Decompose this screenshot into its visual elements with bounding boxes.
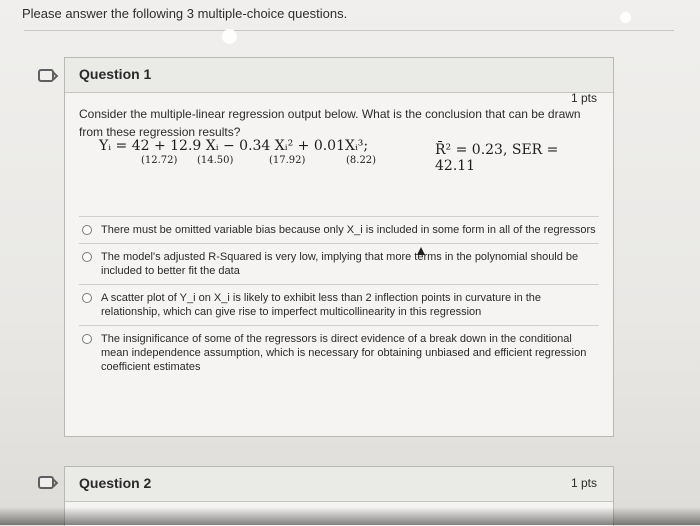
quiz-instructions: Please answer the following 3 multiple-choice questions. [22, 6, 348, 21]
flag-icon[interactable] [38, 69, 54, 82]
answer-options [79, 216, 599, 380]
answer-option-1[interactable] [79, 216, 599, 243]
question-1-prompt: Consider the multiple-linear regression output below. What is the conclusion that can be drawn from these regression results? [79, 107, 581, 139]
regression-equation [99, 138, 599, 178]
screen-edge-shadow [0, 507, 700, 525]
answer-option-4[interactable] [79, 325, 599, 380]
regression-statistics: R̄² = 0.23, SER = 42.11 [435, 142, 559, 174]
answer-option-2-label: The model's adjusted R-Squared is very low, implying that more terms in the polynomial should be included to better fit the data [101, 251, 579, 277]
flag-icon[interactable] [38, 476, 54, 489]
answer-option-4-label: The insignificance of some of the regressors is direct evidence of a break down in the conditional mean independence assumption, which is necessary for obtaining unbiased and efficient regression coefficient estimates [101, 333, 587, 373]
standard-error-4: (8.22) [346, 155, 377, 166]
question-1-card [64, 57, 614, 437]
question-1-title: Question 1 [79, 66, 152, 82]
radio-button[interactable] [82, 334, 92, 344]
standard-error-3: (17.92) [269, 155, 306, 166]
question-1-header [65, 58, 613, 93]
answer-option-2[interactable] [79, 243, 599, 284]
answer-option-3-label: A scatter plot of Y_i on X_i is likely to exhibit less than 2 inflection points in curvature in the relationship, which can give rise to imperfect multicollinearity in this regression [101, 292, 542, 318]
answer-option-3[interactable] [79, 284, 599, 325]
question-2-header [65, 467, 613, 502]
screen-glare [620, 12, 631, 23]
answer-option-1-label: There must be omitted variable bias because only X_i is included in some form in all of the regressors [101, 224, 596, 236]
standard-error-1: (12.72) [141, 155, 178, 166]
question-2-points: 1 pts [570, 476, 597, 490]
radio-button[interactable] [82, 225, 92, 235]
question-2-title: Question 2 [79, 475, 152, 491]
regression-formula: Yᵢ = 42 + 12.9 Xᵢ − 0.34 Xᵢ² + 0.01Xᵢ³; [99, 138, 369, 154]
mouse-cursor-icon [417, 247, 425, 255]
radio-button[interactable] [82, 252, 92, 262]
standard-error-2: (14.50) [197, 155, 234, 166]
question-1-points: 1 pts [570, 91, 597, 105]
instructions-divider [24, 30, 674, 31]
screen-glare [222, 29, 237, 44]
radio-button[interactable] [82, 293, 92, 303]
